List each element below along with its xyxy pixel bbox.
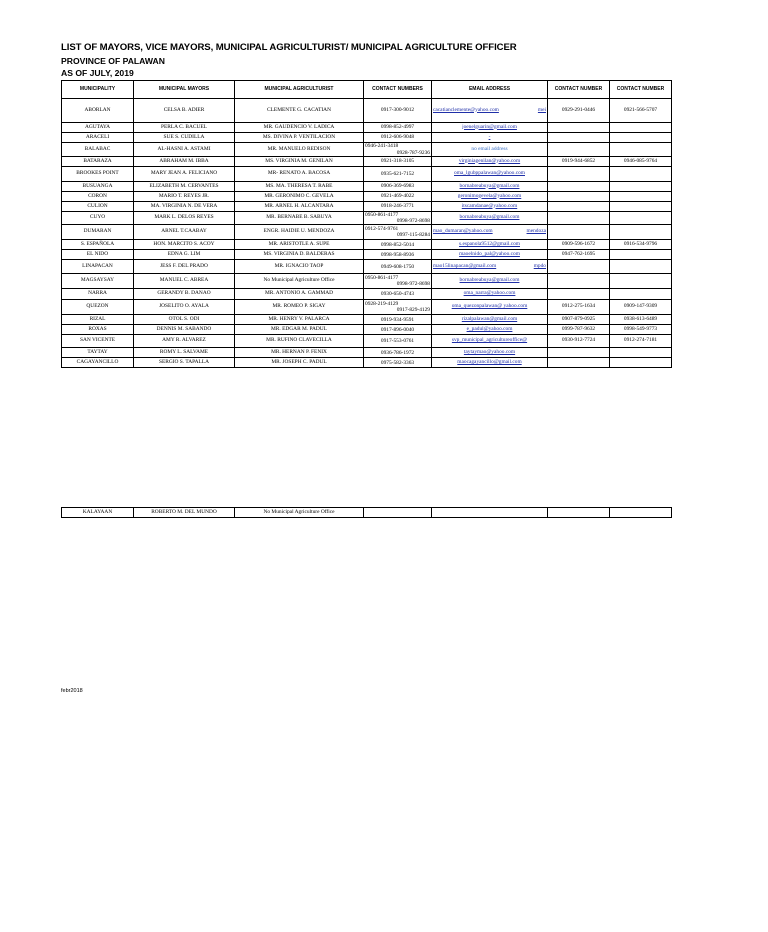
mayor-cell: JOSELITO O. AYALA [134,300,235,315]
contact-3-cell [610,289,672,300]
document-title: LIST OF MAYORS, VICE MAYORS, MUNICIPAL AGRICULTURIST/ MUNICIPAL AGRICULTURE OFFICER [61,42,517,53]
contact-3-cell [610,212,672,225]
email-overflow-text: mei [537,106,546,113]
footer-note: febr2018 [61,688,83,694]
email-link[interactable]: maocagayancillo@gmail.com [457,358,522,365]
col-contact-number-3: CONTACT NUMBER [610,81,672,99]
agriculturist-cell: MR. GERONIMO C. GEVELA [235,192,364,202]
contact-cell [364,123,432,133]
table-row [62,99,672,123]
contact-3-cell [610,133,672,143]
contact-number-secondary: 0917-829-4129 [396,307,430,314]
email-link[interactable]: mao_dumaran@yahoo.com [433,228,493,235]
officials-table [61,80,672,368]
contact-cell [364,508,432,518]
table-row [62,300,672,315]
contact-3-cell [610,358,672,368]
contact-2-cell [548,143,610,157]
municipality-cell: BUSUANGA [62,182,134,192]
contact-3-cell [610,274,672,289]
contact-cell [364,274,432,289]
municipality-cell: ROXAS [62,325,134,335]
contact-3-cell: 0938-613-6489 [610,315,672,325]
email-cell [432,508,548,518]
agriculturist-cell: MR. HENRY V. PALARCA [235,315,364,325]
agriculturist-cell: MS. MA. THERESA T. RABE [235,182,364,192]
contact-3-cell [610,225,672,240]
email-cell [432,182,548,192]
mayor-cell: SERGIO S. TAPALLA [134,358,235,368]
table-row [62,202,672,212]
table-row [62,508,672,518]
email-link[interactable]: svp_municipal_agricultureoffice@ [451,337,528,344]
agriculturist-cell: MR- RENATO A. BACOSA [235,167,364,182]
mayor-cell: OTOL S. ODI [134,315,235,325]
agriculturist-cell: MR. ARISTOTLE A. SUPE [235,240,364,250]
mayor-cell: AL-HASNI A. ASTAMI [134,143,235,157]
email-cell [432,225,548,240]
email-link[interactable]: oma_quezonpalawan@ yahoo.com [451,303,528,310]
email-cell [432,212,548,225]
contact-number: 0949-608-1750 [380,263,415,270]
table-header-row [62,81,672,99]
email-link[interactable]: taytaymao@yahoo.com [463,348,516,355]
contact-2-cell [548,123,610,133]
contact-3-cell [610,260,672,274]
table-row [62,260,672,274]
agriculturist-cell: MR. GAUDENCIO V. LADICA [235,123,364,133]
municipality-cell: CAGAYANCILLO [62,358,134,368]
contact-cell [364,325,432,335]
contact-3-cell [610,250,672,260]
municipality-cell: BATARAZA [62,157,134,167]
email-link[interactable]: mao15linapacan@gmail.com [433,262,497,269]
contact-cell [364,300,432,315]
contact-2-cell: 0919-944-6852 [548,157,610,167]
mayor-cell: ARNEL T.CAABAY [134,225,235,240]
contact-cell [364,99,432,123]
table-row [62,289,672,300]
contact-2-cell [548,225,610,240]
email-link[interactable]: s.espanola9512@gmail.com [459,240,520,247]
mayor-cell: CELSA B. ADIER [134,99,235,123]
contact-3-cell [610,123,672,133]
contact-number: 0946-241-3418 [365,143,399,150]
contact-number: 0998-852-5014 [380,241,415,248]
email-cell [432,143,548,157]
email-overflow-text: mpdo [533,262,546,269]
contact-cell [364,143,432,157]
email-overflow-text: mendoza [526,228,546,235]
contact-number-secondary: 0928-787-9236 [396,149,430,156]
contact-2-cell [548,260,610,274]
municipality-cell: CULION [62,202,134,212]
mayor-cell: MA. VIRGINIA N. DE VERA [134,202,235,212]
col-contact-number-2: CONTACT NUMBER [548,81,610,99]
contact-number: 0935-621-7152 [380,170,415,177]
table-row [62,225,672,240]
mayor-cell: MARK L. DELOS REYES [134,212,235,225]
agriculturist-cell: MS. DIVINA P. VENTILACION [235,133,364,143]
col-agriculturist: MUNICIPAL AGRICULTURIST [235,81,364,99]
email-cell [432,358,548,368]
contact-2-cell: 0907-879-0925 [548,315,610,325]
municipality-cell: QUEZON [62,300,134,315]
table-row [62,157,672,167]
contact-2-cell [548,348,610,358]
contact-cell [364,335,432,348]
email-cell [432,123,548,133]
contact-cell [364,315,432,325]
agriculturist-cell: No Municipal Agriculture Office [235,274,364,289]
contact-number: 0906-369-6983 [380,183,415,190]
contact-3-cell [610,143,672,157]
contact-cell [364,240,432,250]
contact-cell [364,133,432,143]
contact-number: 0975-582-3363 [380,359,415,366]
table-row [62,358,672,368]
mayor-cell: GERANDY B. DANAO [134,289,235,300]
contact-3-cell [610,508,672,518]
contact-3-cell [610,192,672,202]
email-cell [432,274,548,289]
email-cell [432,99,548,123]
agriculturist-cell: MS. VIRGINIA D. BALDERAS [235,250,364,260]
contact-number: 0919-934-9591 [380,316,415,323]
as-of-date: AS OF JULY, 2019 [61,68,134,78]
contact-2-cell [548,192,610,202]
municipality-cell: MAGSAYSAY [62,274,134,289]
province-heading: PROVINCE OF PALAWAN [61,56,165,66]
contact-2-cell [548,202,610,212]
contact-number: 0930-650-4743 [380,291,415,298]
table-row [62,325,672,335]
contact-2-cell: 0947-762-1695 [548,250,610,260]
contact-3-cell: 0916-534-9796 [610,240,672,250]
municipality-cell: AGUTAYA [62,123,134,133]
table-row [62,192,672,202]
agriculturist-cell: ENGR. HAIDIE U. MENDOZA [235,225,364,240]
agriculturist-cell: No Municipal Agriculture Office [235,508,364,518]
table-row [62,167,672,182]
kalayaan-table [61,507,672,518]
agriculturist-cell: MR. RUFINO CLAVECILLA [235,335,364,348]
contact-3-cell: 0946-085-9764 [610,157,672,167]
email-link[interactable]: itscamdanae@yahoo.com [461,202,518,209]
contact-cell [364,225,432,240]
contact-3-cell: 0909-147-9309 [610,300,672,315]
email-link[interactable]: e_padul@yahoo.com [466,325,513,332]
contact-cell [364,167,432,182]
agriculturist-cell: MR. ANTONIO A. GAMMAD [235,289,364,300]
table-row [62,348,672,358]
table-row [62,212,672,225]
email-cell [432,300,548,315]
contact-3-cell: 0912-274-7181 [610,335,672,348]
contact-cell [364,182,432,192]
agriculturist-cell: MS. VIRGINIA M. GENILAN [235,157,364,167]
email-link[interactable]: oma_lgubppalawan@yahoo.com [454,170,525,177]
contact-2-cell: 0912-275-1634 [548,300,610,315]
table-row [62,250,672,260]
mayor-cell: EDNA G. LIM [134,250,235,260]
table-row [62,335,672,348]
email-cell [432,325,548,335]
municipality-cell: BALABAC [62,143,134,157]
mayor-cell: JESS F. DEL PRADO [134,260,235,274]
contact-number: 0921-318-3105 [380,158,415,165]
contact-2-cell: 0999-787-9632 [548,325,610,335]
contact-cell [364,289,432,300]
col-email: EMAIL ADDRESS [432,81,548,99]
table-row [62,143,672,157]
email-link[interactable]: bornabreabuya@gmail.com [459,214,520,221]
mayor-cell: HON. MARCITO S. ACOY [134,240,235,250]
email-cell [432,289,548,300]
contact-2-cell [548,182,610,192]
contact-cell [364,348,432,358]
email-link: no email address [471,145,508,152]
contact-number-secondary: 0998-972-8698 [396,281,430,288]
email-link[interactable]: bornabreabuya@gmail.com [459,182,520,189]
contact-number: 0998-958-8936 [380,251,415,258]
municipality-cell: DUMARAN [62,225,134,240]
contact-number: 0917-896-0040 [380,326,415,333]
contact-3-cell: 0921-566-5707 [610,99,672,123]
mayor-cell: MARIO T. REYES JR. [134,192,235,202]
contact-2-cell [548,358,610,368]
email-link[interactable]: maoelnido_pal@yahoo.com [459,250,520,257]
contact-3-cell [610,182,672,192]
email-cell [432,240,548,250]
mayor-cell: PERLA C. BACUEL [134,123,235,133]
mayor-cell: ELIZABETH M. CERVANTES [134,182,235,192]
agriculturist-cell: CLEMENTE G. CACATIAN [235,99,364,123]
municipality-cell: EL NIDO [62,250,134,260]
contact-cell [364,157,432,167]
table-row [62,123,672,133]
contact-number: 0950-861-4177 [365,275,399,282]
municipality-cell: CORON [62,192,134,202]
agriculturist-cell: MR. ROMEO P. SIGAY [235,300,364,315]
contact-2-cell [548,289,610,300]
contact-number: 0918-246-3771 [380,203,415,210]
email-cell [432,315,548,325]
contact-number: 0936-786-1972 [380,349,415,356]
email-link[interactable]: cacatianclemente@yahoo.com [433,106,499,113]
agriculturist-cell: MR. IGNACIO TAOP [235,260,364,274]
email-cell [432,250,548,260]
email-cell [432,335,548,348]
col-mayor: MUNICIPAL MAYORS [134,81,235,99]
contact-3-cell [610,167,672,182]
contact-3-cell [610,348,672,358]
mayor-cell: MANUEL C. ABREA [134,274,235,289]
email-cell [432,167,548,182]
mayor-cell: ROBERTO M. DEL MUNDO [134,508,235,518]
agriculturist-cell: MR. JOSEPH C. PADUL [235,358,364,368]
contact-2-cell: 0930-912-7724 [548,335,610,348]
table-row [62,240,672,250]
email-link[interactable]: rizalpalawan@gmail.com [461,315,518,322]
table-row [62,315,672,325]
contact-2-cell [548,133,610,143]
contact-cell [364,358,432,368]
mayor-cell: MARY JEAN A. FELICIANO [134,167,235,182]
agriculturist-cell: MR. BERNABE B. SABUYA [235,212,364,225]
contact-2-cell [548,167,610,182]
mayor-cell: DENNIS M. SABANDO [134,325,235,335]
email-cell [432,260,548,274]
municipality-cell: ARACELI [62,133,134,143]
mayor-cell: AMY R. ALVAREZ [134,335,235,348]
email-link[interactable]: joenelguarin@gmail.com [462,123,517,130]
table-row [62,274,672,289]
contact-2-cell: 0929-291-0446 [548,99,610,123]
table-row [62,133,672,143]
agriculturist-cell: MR. HERNAN P. FENIX [235,348,364,358]
municipality-cell: NARRA [62,289,134,300]
email-link[interactable]: - [488,133,491,140]
table-row [62,182,672,192]
mayor-cell: ROMY L. SALVAME [134,348,235,358]
contact-number-secondary: 0998-972-8698 [396,218,430,225]
email-cell [432,348,548,358]
municipality-cell: LINAPACAN [62,260,134,274]
col-municipality: MUNICIPALITY [62,81,134,99]
contact-cell [364,250,432,260]
contact-number-secondary: 0997-115-8284 [396,232,430,239]
contact-3-cell: 0998-549-9773 [610,325,672,335]
email-cell [432,202,548,212]
contact-2-cell: 0909-596-1672 [548,240,610,250]
contact-number: 0928-219-4129 [365,301,399,308]
contact-number: 0921-469-4022 [380,193,415,200]
municipality-cell: KALAYAAN [62,508,134,518]
contact-number: 0917-553-0761 [380,338,415,345]
email-cell [432,133,548,143]
contact-2-cell [548,274,610,289]
municipality-cell: SAN VICENTE [62,335,134,348]
email-link[interactable]: virginiagenilan@yahoo.com [458,157,521,164]
contact-cell [364,202,432,212]
contact-number: 0998-852-4997 [380,124,415,131]
contact-number: 0950-861-4177 [365,212,399,218]
agriculturist-cell: MR. EDGAR M. PADUL [235,325,364,335]
contact-cell [364,192,432,202]
mayor-cell: SUE S. CUDILLA [134,133,235,143]
contact-cell [364,260,432,274]
contact-number: 0912-606-9048 [380,134,415,141]
municipality-cell: S. ESPAÑOLA [62,240,134,250]
municipality-cell: ABORLAN [62,99,134,123]
contact-number: 0917-300-9012 [380,107,415,114]
contact-2-cell [548,508,610,518]
municipality-cell: CUYO [62,212,134,225]
contact-2-cell [548,212,610,225]
municipality-cell: RIZAL [62,315,134,325]
agriculturist-cell: MR. ARNEL H. ALCANTARA [235,202,364,212]
municipality-cell: TAYTAY [62,348,134,358]
mayor-cell: ABRAHAM M. IBBA [134,157,235,167]
contact-3-cell [610,202,672,212]
email-link[interactable]: oma_narra@yahoo.com [463,290,516,297]
agriculturist-cell: MR. MANUELO REDISON [235,143,364,157]
municipality-cell: BROOKES POINT [62,167,134,182]
col-contact-numbers: CONTACT NUMBERS [364,81,432,99]
email-cell [432,192,548,202]
email-cell [432,157,548,167]
email-link[interactable]: geronimogevela@yahoo.com [457,192,522,199]
email-link[interactable]: bornabreabuya@gmail.com [459,277,520,284]
contact-cell [364,212,432,225]
contact-number: 0912-574-9761 [365,226,399,233]
